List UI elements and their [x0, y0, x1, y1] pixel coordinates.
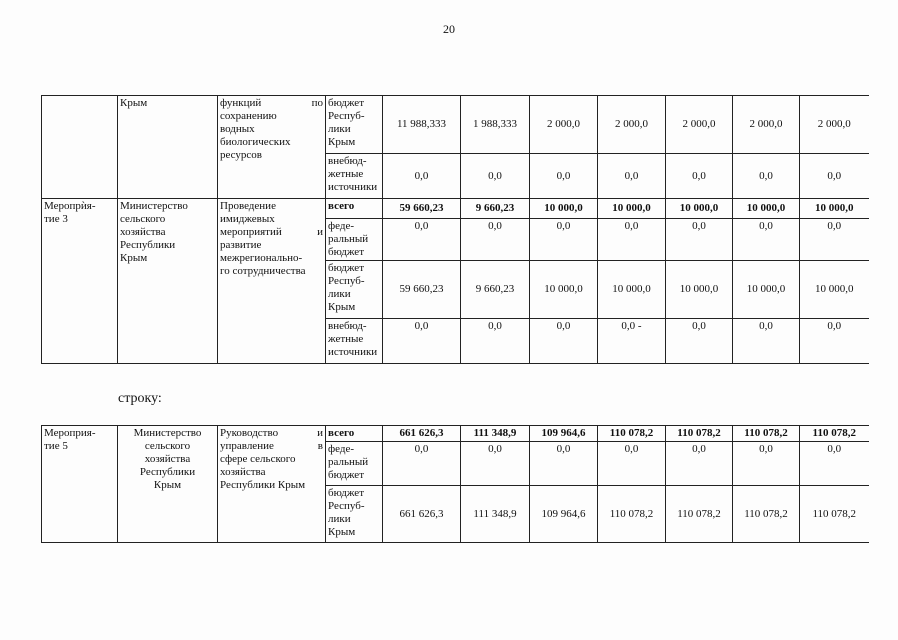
- amount-cell: 0,0: [530, 442, 598, 486]
- amount-cell: 0,0: [666, 219, 733, 261]
- amount-cell: 10 000,0: [733, 199, 800, 219]
- table-row: [42, 199, 869, 219]
- instruction-label: строку:: [118, 391, 162, 406]
- amount-cell: 0,0: [530, 219, 598, 261]
- amount-cell: 661 626,3: [383, 486, 461, 543]
- amount-cell: 110 078,2: [800, 486, 869, 543]
- amount-cell: 10 000,0: [598, 199, 666, 219]
- amount-cell: 0,0: [461, 154, 530, 199]
- executor-cell: Министерство сельского хозяйства Республики Крым: [118, 199, 218, 364]
- amount-cell: 10 000,0: [800, 261, 869, 319]
- amount-cell: 0,0: [666, 319, 733, 364]
- amount-cell: 110 078,2: [733, 486, 800, 543]
- amount-cell: 661 626,3: [383, 426, 461, 442]
- amount-cell: 0,0: [800, 154, 869, 199]
- amount-cell: 10 000,0: [666, 261, 733, 319]
- amount-cell: 0,0: [530, 319, 598, 364]
- amount-cell: 0,0: [800, 219, 869, 261]
- table-row: [42, 96, 869, 154]
- amount-cell: 0,0: [383, 154, 461, 199]
- amount-cell: 110 078,2: [666, 486, 733, 543]
- amount-cell: 10 000,0: [598, 261, 666, 319]
- executor-cell: Министерство сельского хозяйства Республики Крым: [118, 426, 218, 543]
- amount-cell: 0,0: [461, 442, 530, 486]
- amount-cell: 0,0 -: [598, 319, 666, 364]
- amount-cell: 2 000,0: [666, 96, 733, 154]
- amount-cell: 110 078,2: [800, 426, 869, 442]
- amount-cell: 59 660,23: [383, 199, 461, 219]
- amount-cell: 2 000,0: [800, 96, 869, 154]
- amount-cell: 0,0: [733, 219, 800, 261]
- amount-cell: 111 348,9: [461, 426, 530, 442]
- amount-cell: 10 000,0: [530, 199, 598, 219]
- description-cell: Руководство и управление в сфере сельского хозяйства Республики Крым: [218, 426, 326, 543]
- amount-cell: 0,0: [733, 154, 800, 199]
- funding-source-cell: бюджет Респуб- лики Крым: [326, 486, 383, 543]
- funding-source-cell: феде- ральный бюджет: [326, 442, 383, 486]
- description-cell: функций по сохранению водных биологических ресурсов: [218, 96, 326, 199]
- amount-cell: 2 000,0: [733, 96, 800, 154]
- funding-source-cell: внебюд- жетные источники: [326, 319, 383, 364]
- amount-cell: 0,0: [598, 442, 666, 486]
- amount-cell: 110 078,2: [733, 426, 800, 442]
- funding-source-cell: всего: [326, 199, 383, 219]
- amount-cell: 1 988,333: [461, 96, 530, 154]
- amount-cell: 110 078,2: [666, 426, 733, 442]
- amount-cell: 0,0: [733, 442, 800, 486]
- amount-cell: 0,0: [383, 442, 461, 486]
- funding-source-cell: внебюд- жетные источники: [326, 154, 383, 199]
- funding-source-cell: бюджет Респуб- лики Крым: [326, 96, 383, 154]
- funding-source-cell: феде- ральный бюджет: [326, 219, 383, 261]
- amount-cell: 9 660,23: [461, 261, 530, 319]
- amount-cell: 109 964,6: [530, 426, 598, 442]
- page-number: 20: [443, 22, 455, 36]
- funding-source-cell: бюджет Респуб- лики Крым: [326, 261, 383, 319]
- amount-cell: 0,0: [666, 442, 733, 486]
- funding-source-cell: всего: [326, 426, 383, 442]
- amount-cell: 0,0: [800, 442, 869, 486]
- amount-cell: 10 000,0: [666, 199, 733, 219]
- amount-cell: 2 000,0: [598, 96, 666, 154]
- amount-cell: 10 000,0: [530, 261, 598, 319]
- amount-cell: 110 078,2: [598, 426, 666, 442]
- amount-cell: 111 348,9: [461, 486, 530, 543]
- amount-cell: 11 988,333: [383, 96, 461, 154]
- amount-cell: 0,0: [598, 219, 666, 261]
- description-cell: Проведение имиджевых мероприятий и развитие межрегионально- го сотрудничества: [218, 199, 326, 364]
- event-cell: Меропрѝя- тие 3: [42, 199, 118, 364]
- amount-cell: 9 660,23: [461, 199, 530, 219]
- amount-cell: 0,0: [461, 219, 530, 261]
- amount-cell: 0,0: [461, 319, 530, 364]
- amount-cell: 110 078,2: [598, 486, 666, 543]
- amount-cell: 0,0: [383, 219, 461, 261]
- amount-cell: 10 000,0: [800, 199, 869, 219]
- amount-cell: 0,0: [733, 319, 800, 364]
- amount-cell: 109 964,6: [530, 486, 598, 543]
- budget-table-2: [41, 425, 869, 543]
- amount-cell: 0,0: [530, 154, 598, 199]
- amount-cell: 59 660,23: [383, 261, 461, 319]
- event-cell: [42, 96, 118, 199]
- amount-cell: 0,0: [666, 154, 733, 199]
- table-row: [42, 426, 869, 442]
- amount-cell: 2 000,0: [530, 96, 598, 154]
- amount-cell: 0,0: [383, 319, 461, 364]
- event-cell: Мероприя- тие 5: [42, 426, 118, 543]
- amount-cell: 0,0: [800, 319, 869, 364]
- budget-table-1: [41, 95, 869, 364]
- amount-cell: 10 000,0: [733, 261, 800, 319]
- amount-cell: 0,0: [598, 154, 666, 199]
- executor-cell: Крым: [118, 96, 218, 199]
